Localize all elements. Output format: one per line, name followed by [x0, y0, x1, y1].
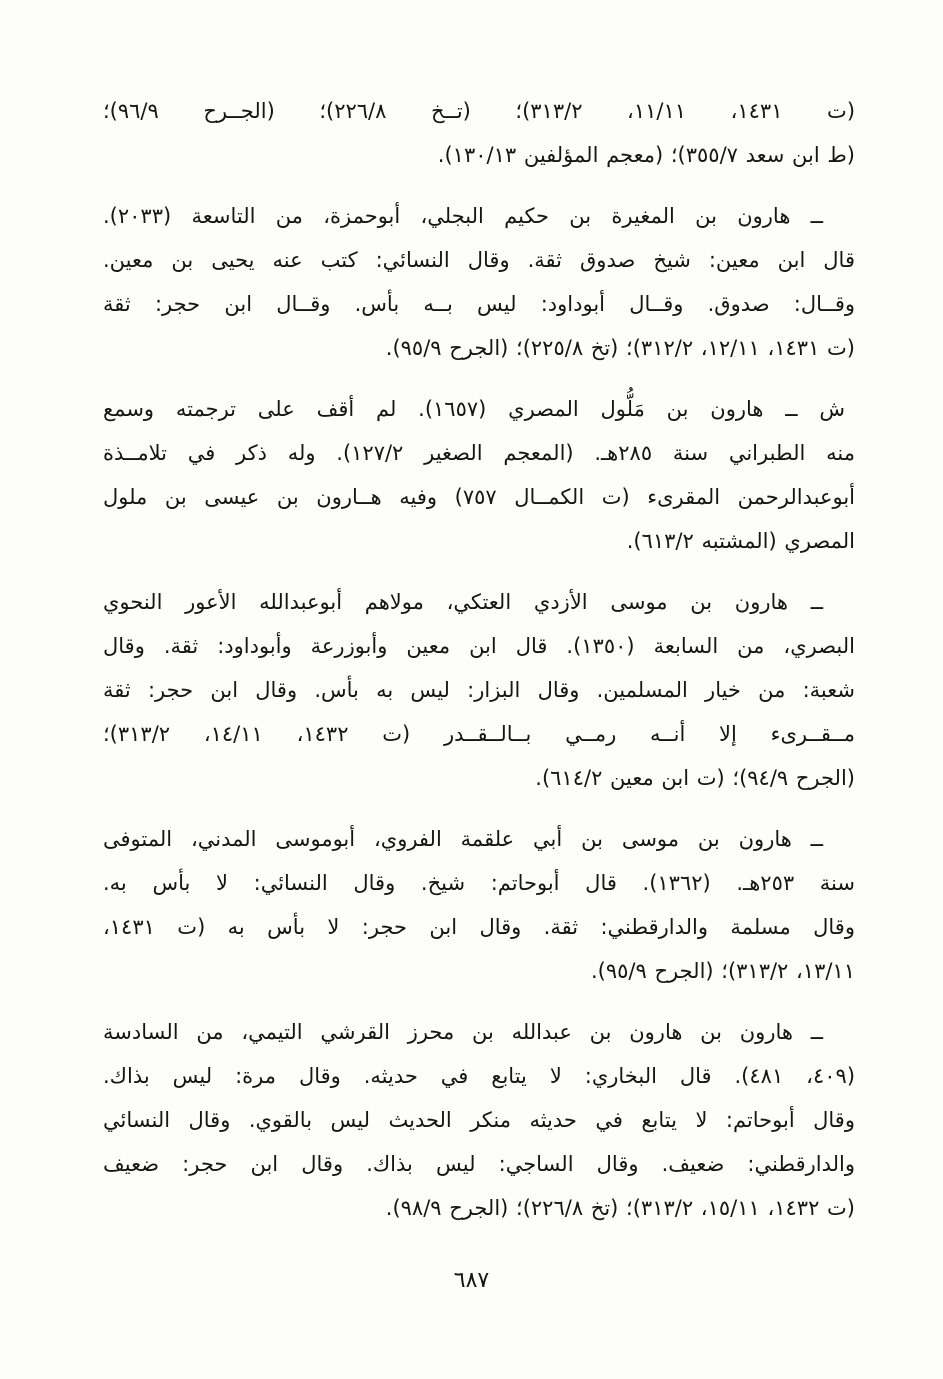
text-line: وقــال: صدوق. وقــال أبوداود: ليس بــه بأس. وقــال ابن حجر: ثقة [103, 292, 855, 316]
text-line: (ت ١٤٣١، ١٢/١١، ٣١٢/٢)؛ (تخ ٢٢٥/٨)؛ (الجرح ٩٥/٩). [385, 336, 855, 360]
text-line: ش ــ هارون بن مَلُّول المصري (١٦٥٧). لم أقف على ترجمته وسمع [103, 397, 845, 421]
entry-paragraph [103, 194, 855, 370]
text-line: (الجرح ٩٤/٩)؛ (ت ابن معين ٦١٤/٢). [535, 766, 855, 790]
text-line: قال ابن معين: شيخ صدوق ثقة. وقال النسائي: كتب عنه يحيى بن معين. [103, 248, 855, 272]
text-line: (٤٠٩، ٤٨١). قال البخاري: لا يتابع في حديثه. وقال مرة: ليس بذاك. [103, 1064, 856, 1088]
entry-paragraph [103, 817, 855, 993]
text-line: (ت ١٤٣١، ١١/١١، ٣١٣/٢)؛ (تــخ ٢٢٦/٨)؛ (الجــرح ٩٦/٩)؛ [103, 99, 856, 123]
text-line: البصري، من السابعة (١٣٥٠). قال ابن معين وأبوزرعة وأبوداود: ثقة. وقال [103, 634, 855, 658]
text-line: أبوعبدالرحمن المقرىء (ت الكمــال ٧٥٧) وفيه هــارون بن عيسى بن ملول [103, 485, 856, 509]
text-line: وقال مسلمة والدارقطني: ثقة. وقال ابن حجر: لا بأس به (ت ١٤٣١، [103, 915, 855, 939]
text-line: منه الطبراني سنة ٢٨٥هـ. (المعجم الصغير ١٢٧/٢). وله ذكر في تلامــذة [103, 441, 855, 465]
page-number: ٦٨٧ [453, 1268, 490, 1293]
text-line: شعبة: من خيار المسلمين. وقال البزار: ليس به بأس. وقال ابن حجر: ثقة [103, 678, 855, 702]
text-line: ١٣/١١، ٣١٣/٢)؛ (الجرح ٩٥/٩). [591, 959, 855, 983]
entry-paragraph [103, 1010, 855, 1230]
text-line: ــ هارون بن موسى الأزدي العتكي، مولاهم أبوعبدالله الأعور النحوي [103, 590, 823, 614]
text-line: ــ هارون بن هارون بن عبدالله بن محرز القرشي التيمي، من السادسة [103, 1020, 823, 1044]
text-line: سنة ٢٥٣هـ. (١٣٦٢). قال أبوحاتم: شيخ. وقال النسائي: لا بأس به. [103, 871, 855, 895]
entry-paragraph [103, 387, 855, 563]
text-line: والدارقطني: ضعيف. وقال الساجي: ليس بذاك. وقال ابن حجر: ضعيف [103, 1152, 855, 1176]
entry-paragraph [103, 580, 855, 800]
text-block [103, 89, 855, 1230]
text-line: ــ هارون بن موسى بن أبي علقمة الفروي، أبوموسى المدني، المتوفى [103, 827, 823, 851]
text-line: (ط ابن سعد ٣٥٥/٧)؛ (معجم المؤلفين ١٣٠/١٣). [437, 143, 855, 167]
text-line: المصري (المشتبه ٦١٣/٢). [626, 529, 855, 553]
text-line: ــ هارون بن المغيرة بن حكيم البجلي، أبوحمزة، من التاسعة (٢٠٣٣). [103, 204, 823, 228]
text-line: مــقــرىء إلا أنــه رمــي بــالــقــدر (ت ١٤٣٢، ١٤/١١، ٣١٣/٢)؛ [103, 722, 856, 746]
text-line: وقال أبوحاتم: لا يتابع في حديثه منكر الحديث ليس بالقوي. وقال النسائي [103, 1108, 855, 1132]
text-line: (ت ١٤٣٢، ١٥/١١، ٣١٣/٢)؛ (تخ ٢٢٦/٨)؛ (الجرح ٩٨/٩). [385, 1196, 855, 1220]
continuation-paragraph [103, 89, 855, 177]
